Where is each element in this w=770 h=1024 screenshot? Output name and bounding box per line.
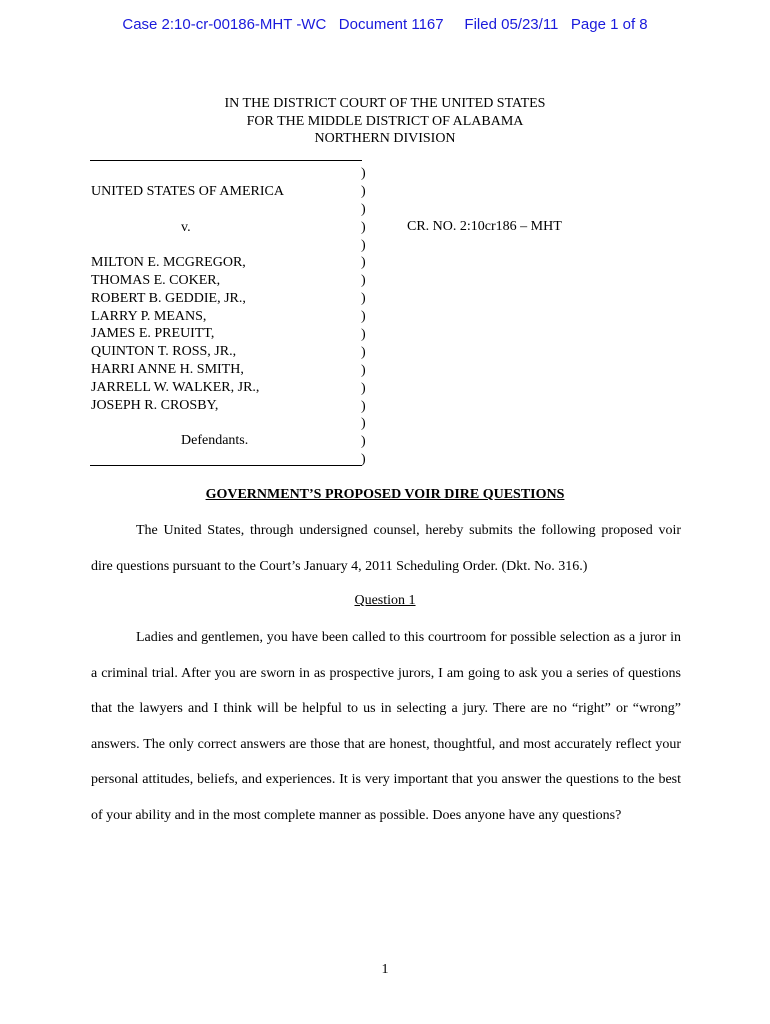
court-line-3: NORTHERN DIVISION <box>314 131 456 146</box>
defendant-name: ROBERT B. GEDDIE, JR., <box>91 290 246 306</box>
caption-paren: ) <box>361 166 366 181</box>
caption-paren: ) <box>361 237 366 253</box>
caption-paren: ) <box>361 398 366 414</box>
defendant-name: JAMES E. PREUITT, <box>91 326 215 342</box>
defendant-name: LARRY P. MEANS, <box>91 308 207 324</box>
caption-paren: ) <box>361 344 366 360</box>
defendant-name: HARRI ANNE H. SMITH, <box>91 361 244 377</box>
defendant-name: JARRELL W. WALKER, JR., <box>91 379 260 395</box>
versus-label: v. <box>181 219 191 235</box>
defendant-name: THOMAS E. COKER, <box>91 272 221 288</box>
caption-paren: ) <box>361 327 366 343</box>
caption-paren: ) <box>361 362 366 378</box>
question-1-text: Ladies and gentlemen, you have been called to this courtroom for possible selection as a juror in a criminal trial. After you are sworn in as prospective jurors, I am going to ask you a series of questions that the lawyers and I think will be helpful to us in selecting a jury. There are no “right” or “wrong” answers. The only correct answers are those that are honest, thoughtful, and most accurately reflect your personal attitudes, beliefs, and experiences. It is very important that you answer the questions to the best of your ability and in the most complete manner as possible. Does anyone have any questions? <box>91 630 681 823</box>
case-caption-parties <box>91 183 359 450</box>
ecf-header-stamp: Case 2:10-cr-00186-MHT -WC Document 1167 Filed 05/23/11 Page 1 of 8 <box>122 16 648 33</box>
defendant-name: JOSEPH R. CROSBY, <box>91 397 219 413</box>
caption-top-rule <box>90 160 362 161</box>
caption-parenthesis-column <box>361 165 371 469</box>
defendant-name: QUINTON T. ROSS, JR., <box>91 344 237 360</box>
caption-paren: ) <box>361 309 366 325</box>
caption-paren: ) <box>361 219 366 235</box>
caption-paren: ) <box>361 416 366 432</box>
caption-paren: ) <box>361 380 366 396</box>
caption-bottom-rule <box>90 465 362 466</box>
court-heading <box>0 95 770 148</box>
caption-paren: ) <box>361 255 366 271</box>
defendants-label: Defendants. <box>181 433 249 449</box>
intro-text: The United States, through undersigned counsel, hereby submits the following proposed voir dire questions pursuant to the Court’s January 4, 2011 Scheduling Order. (Dkt. No. 316.) <box>91 523 681 574</box>
caption-paren: ) <box>361 452 366 468</box>
caption-paren: ) <box>361 183 366 199</box>
case-number: CR. NO. 2:10cr186 – MHT <box>407 219 562 234</box>
court-line-1: IN THE DISTRICT COURT OF THE UNITED STATES <box>224 96 546 111</box>
plaintiff-name: UNITED STATES OF AMERICA <box>91 184 284 199</box>
question-1-paragraph <box>91 620 681 834</box>
document-title: GOVERNMENT’S PROPOSED VOIR DIRE QUESTIONS <box>205 487 565 502</box>
question-1-heading: Question 1 <box>354 593 416 608</box>
court-line-2: FOR THE MIDDLE DISTRICT OF ALABAMA <box>246 113 524 129</box>
caption-paren: ) <box>361 291 366 307</box>
page-number: 1 <box>381 962 389 977</box>
intro-paragraph <box>91 513 681 584</box>
caption-paren: ) <box>361 434 366 450</box>
caption-paren: ) <box>361 201 366 217</box>
defendant-name: MILTON E. MCGREGOR, <box>91 255 246 271</box>
caption-paren: ) <box>361 273 366 289</box>
